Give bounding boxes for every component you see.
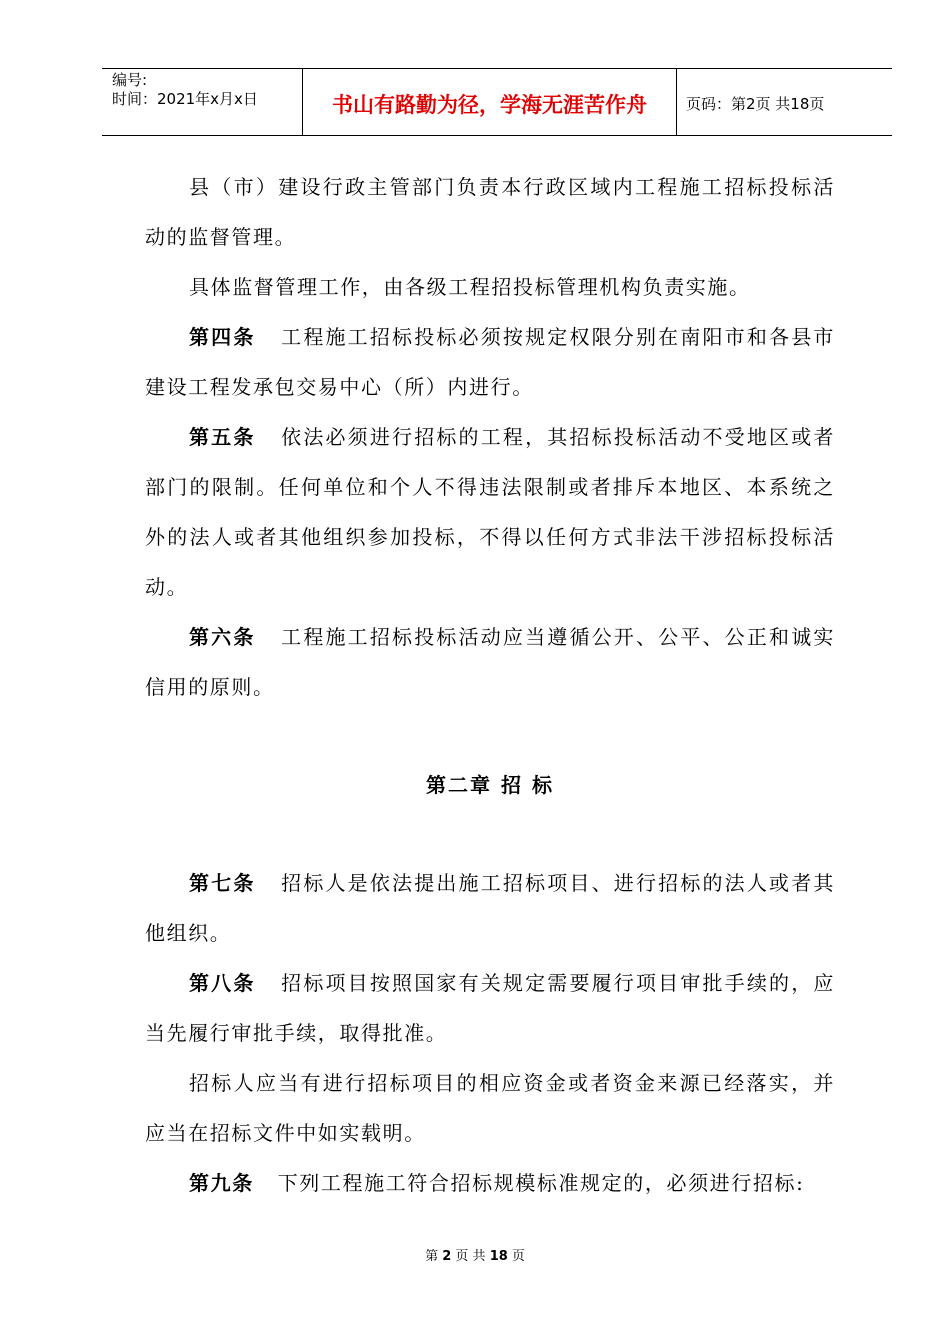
footer-prefix: 第: [425, 1249, 439, 1264]
paragraph: [145, 412, 835, 612]
article-heading: 第八条: [189, 971, 256, 995]
paragraph-text: 县（市）建设行政主管部门负责本行政区域内工程施工招标投标活动的监督管理。: [145, 175, 835, 249]
footer-suffix: 页: [511, 1249, 525, 1264]
paragraph-text: 具体监督管理工作，由各级工程招投标管理机构负责实施。: [189, 275, 751, 299]
chapter-title: 第二章 招 标: [426, 773, 554, 797]
paragraph-text: 依法必须进行招标的工程，其招标投标活动不受地区或者部门的限制。任何单位和个人不得违法限制或者排斥本地区、本系统之外的法人或者其他组织参加投标，不得以任何方式非法干涉招标投标活动。: [145, 425, 835, 599]
page-header: [102, 68, 892, 136]
footer-middle: 页 共: [455, 1249, 486, 1264]
number-label: 编号:: [112, 71, 148, 89]
header-motto: 书山有路勤为径，学海无涯苦作舟: [303, 69, 677, 135]
time-label: 时间：2021年x月x日: [112, 90, 258, 108]
paragraph-text: 工程施工招标投标活动应当遵循公开、公平、公正和诚实信用的原则。: [145, 625, 835, 699]
footer-current-page: 2: [442, 1249, 452, 1264]
paragraph-text: 招标人应当有进行招标项目的相应资金或者资金来源已经落实，并应当在招标文件中如实载明。: [145, 1071, 835, 1145]
article-heading: 第六条: [189, 625, 256, 649]
paragraph: [145, 1058, 835, 1158]
paragraph: [145, 612, 835, 712]
paragraph-text: 工程施工招标投标必须按规定权限分别在南阳市和各县市建设工程发承包交易中心（所）内进行。: [145, 325, 835, 399]
footer-total-pages: 18: [489, 1249, 508, 1264]
article-heading: 第九条: [189, 1171, 254, 1195]
paragraph-text: 下列工程施工符合招标规模标准规定的，必须进行招标:: [277, 1171, 805, 1195]
paragraph: [145, 958, 835, 1058]
paragraph: [145, 162, 835, 262]
header-page-info: 页码：第2页 共18页: [686, 94, 825, 113]
header-meta: [102, 69, 303, 135]
paragraph: [145, 858, 835, 958]
paragraph-text: 招标人是依法提出施工招标项目、进行招标的法人或者其他组织。: [145, 871, 835, 945]
paragraph-text: 招标项目按照国家有关规定需要履行项目审批手续的，应当先履行审批手续，取得批准。: [145, 971, 835, 1045]
paragraph: [145, 1158, 835, 1208]
paragraph: [145, 312, 835, 412]
article-heading: 第五条: [189, 425, 256, 449]
article-heading: 第七条: [189, 871, 256, 895]
page-footer: [0, 1245, 950, 1264]
document-body: [145, 162, 835, 1208]
article-heading: 第四条: [189, 325, 256, 349]
paragraph: [145, 262, 835, 312]
